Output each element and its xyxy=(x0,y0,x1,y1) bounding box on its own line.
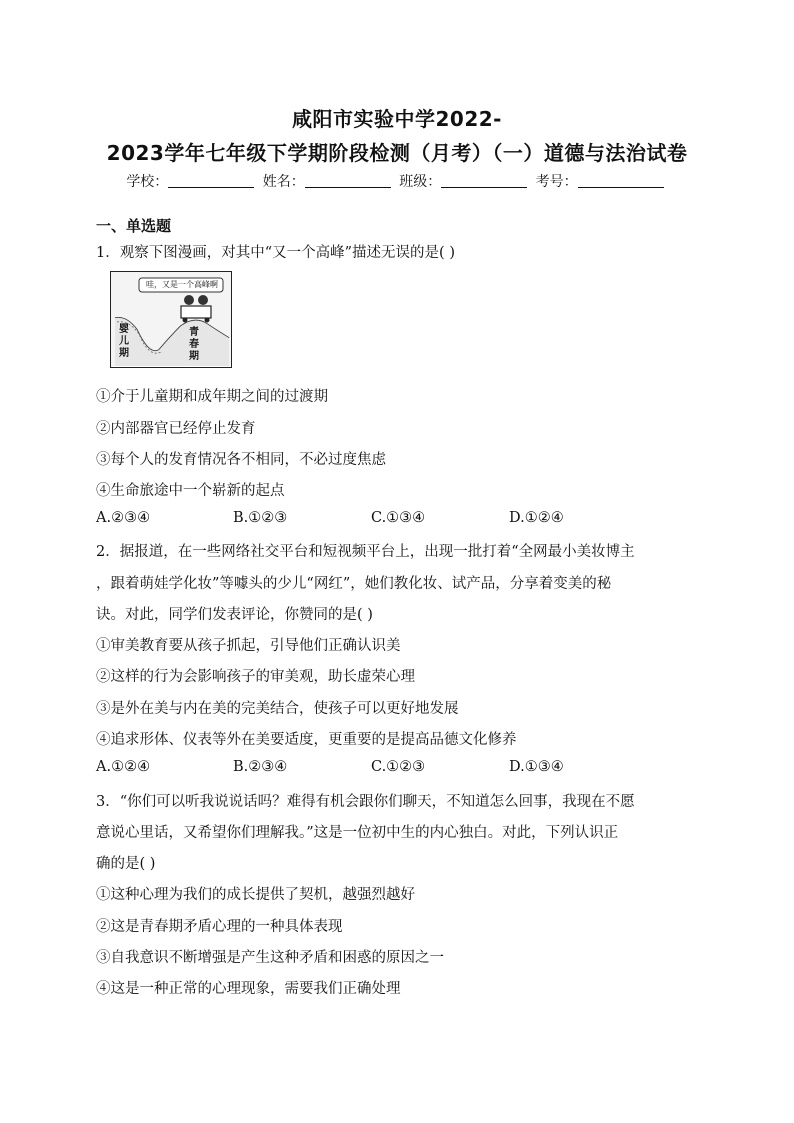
q2-option-c[interactable]: C.①②③ xyxy=(371,759,426,775)
q1-option-a[interactable]: A.②③④ xyxy=(96,510,151,526)
class-blank[interactable] xyxy=(441,173,527,188)
name-label: 姓名： xyxy=(262,174,305,190)
q1-option-d[interactable]: D.①②④ xyxy=(509,510,564,526)
q3-stem-line-3: 确的是( ) xyxy=(96,856,156,872)
q2-stem-line-3: 诀。对此，同学们发表评论，你赞同的是( ) xyxy=(96,607,373,623)
q1-item-1: ①介于儿童期和成年期之间的过渡期 xyxy=(96,389,328,405)
q1-stem: 1．观察下图漫画，对其中“又一个高峰”描述无误的是( ) xyxy=(96,245,455,261)
q2-stem-line-2: ，跟着萌娃学化妆”等噱头的少儿“网红”，她们教化妆、试产品，分享着变美的秘 xyxy=(96,576,612,592)
exam-title-line2: 2023学年七年级下学期阶段检测（月考）（一）道德与法治试卷 xyxy=(106,141,688,165)
q3-item-4: ④这是一种正常的心理现象，需要我们正确处理 xyxy=(96,981,401,997)
q1-cartoon-image xyxy=(110,271,232,368)
q1-option-c[interactable]: C.①③④ xyxy=(371,510,426,526)
q2-option-a[interactable]: A.①②④ xyxy=(96,759,151,775)
q1-option-b[interactable]: B.①②③ xyxy=(233,510,288,526)
cartoon-label-adolescence: 青春期 xyxy=(189,327,199,362)
q2-option-b[interactable]: B.②③④ xyxy=(233,759,288,775)
class-label: 班级： xyxy=(399,174,442,190)
q2-item-1: ①审美教育要从孩子抓起，引导他们正确认识美 xyxy=(96,638,401,654)
cartoon-label-infancy: 婴儿期 xyxy=(119,324,129,359)
q1-item-4: ④生命旅途中一个崭新的起点 xyxy=(96,483,285,499)
section-title: 一、单选题 xyxy=(96,217,172,235)
q1-item-3: ③每个人的发育情况各不相同，不必过度焦虑 xyxy=(96,452,386,468)
q3-item-1: ①这种心理为我们的成长提供了契机，越强烈越好 xyxy=(96,887,415,903)
q3-item-2: ②这是青春期矛盾心理的一种具体表现 xyxy=(96,919,343,935)
student-info-row xyxy=(0,171,794,191)
q3-item-3: ③自我意识不断增强是产生这种矛盾和困惑的原因之一 xyxy=(96,950,444,966)
q3-stem-line-2: 意说心里话，又希望你们理解我。”这是一位初中生的内心独白。对此，下列认识正 xyxy=(96,825,619,841)
q1-item-2: ②内部器官已经停止发育 xyxy=(96,421,256,437)
q2-item-4: ④追求形体、仪表等外在美要适度，更重要的是提高品德文化修养 xyxy=(96,732,517,748)
school-blank[interactable] xyxy=(168,173,254,188)
q2-item-3: ③是外在美与内在美的完美结合，使孩子可以更好地发展 xyxy=(96,701,459,717)
exam-title-line1: 咸阳市实验中学2022- xyxy=(292,107,502,131)
cartoon-bubble-text: 哇，又是一个高峰啊 xyxy=(146,280,218,289)
exam-number-label: 考号： xyxy=(535,174,578,190)
q2-stem-line-1: 2．据报道，在一些网络社交平台和短视频平台上，出现一批打着“全网最小美妆博主 xyxy=(96,544,635,560)
school-label: 学校： xyxy=(126,174,169,190)
q3-stem-line-1: 3．“你们可以听我说说话吗？难得有机会跟你们聊天，不知道怎么回事，我现在不愿 xyxy=(96,794,635,810)
q2-option-d[interactable]: D.①③④ xyxy=(509,759,564,775)
q2-item-2: ②这样的行为会影响孩子的审美观，助长虚荣心理 xyxy=(96,669,415,685)
exam-number-blank[interactable] xyxy=(578,173,664,188)
name-blank[interactable] xyxy=(305,173,391,188)
